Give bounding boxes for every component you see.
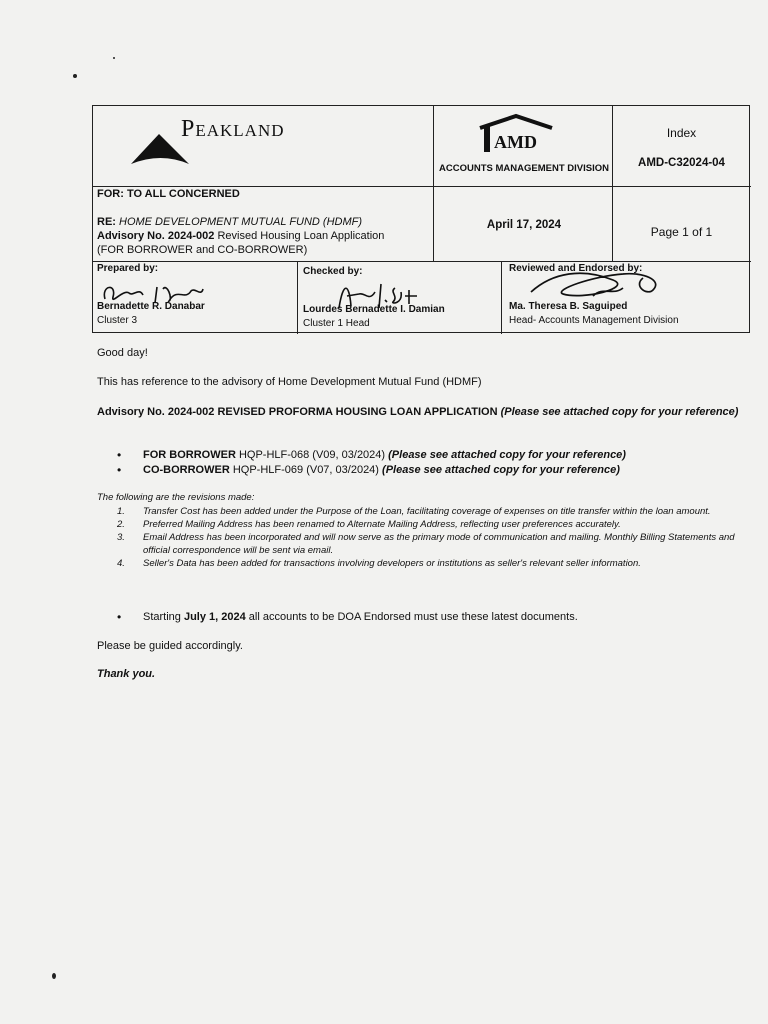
starting-list bbox=[117, 610, 737, 625]
table-rule bbox=[433, 186, 751, 187]
list-item bbox=[117, 610, 737, 625]
advisory-heading-note: (Please see attached copy for your reference) bbox=[497, 406, 739, 418]
revision-number: 1. bbox=[117, 506, 125, 517]
scan-speck bbox=[52, 973, 56, 979]
scan-speck bbox=[73, 74, 77, 78]
amd-house-icon bbox=[476, 112, 556, 156]
thanks-line: Thank you. bbox=[97, 668, 156, 680]
table-rule bbox=[433, 106, 434, 261]
subject-block bbox=[97, 215, 433, 257]
table-rule bbox=[297, 261, 298, 334]
revisions-intro: The following are the revisions made: bbox=[97, 492, 255, 503]
form-label: CO-BORROWER bbox=[143, 464, 230, 476]
starting-pre: Starting bbox=[143, 611, 184, 623]
advisory-number: Advisory No. 2024-002 bbox=[97, 230, 215, 242]
form-label: FOR BORROWER bbox=[143, 449, 236, 461]
reviewed-label: Reviewed and Endorsed by: bbox=[509, 263, 643, 274]
advisory-heading-text: Advisory No. 2024-002 REVISED PROFORMA HOUSING LOAN APPLICATION bbox=[97, 406, 498, 418]
starting-post: all accounts to be DOA Endorsed must use these latest documents. bbox=[245, 611, 578, 623]
svg-text:AMD: AMD bbox=[494, 132, 537, 152]
reviewed-signature bbox=[523, 266, 673, 304]
revision-text: Transfer Cost has been added under the Purpose of the Loan, facilitating coverage of expenses on title transfer within the loan amount. bbox=[143, 506, 711, 517]
starting-date: July 1, 2024 bbox=[183, 611, 246, 623]
page-number: Page 1 of 1 bbox=[650, 225, 713, 239]
list-item bbox=[117, 505, 739, 518]
checked-role: Cluster 1 Head bbox=[303, 318, 370, 329]
prepared-role: Cluster 3 bbox=[97, 315, 138, 326]
list-item bbox=[117, 448, 737, 463]
forms-list bbox=[117, 448, 737, 478]
reviewed-name: Ma. Theresa B. Saguiped bbox=[509, 301, 628, 312]
advisory-for: (FOR BORROWER and CO-BORROWER) bbox=[97, 244, 308, 256]
list-item bbox=[117, 463, 737, 478]
reference-paragraph: This has reference to the advisory of Home Development Mutual Fund (HDMF) bbox=[97, 376, 482, 388]
index-code: AMD-C32024-04 bbox=[638, 157, 725, 169]
table-rule bbox=[93, 186, 433, 187]
list-item bbox=[117, 557, 739, 570]
revision-text: Email Address has been incorporated and will now serve as the primary mode of communication and mailing. Monthly Billing Statements and official correspondence will be sent via email. bbox=[143, 532, 735, 556]
subject-line bbox=[97, 215, 433, 229]
list-item bbox=[117, 518, 739, 531]
advisory-heading bbox=[97, 405, 742, 420]
form-code: HQP-HLF-069 (V07, 03/2024) bbox=[229, 464, 383, 476]
prepared-label: Prepared by: bbox=[97, 263, 159, 274]
revision-text: Seller's Data has been added for transactions involving developers or institutions as seller's relevant seller information. bbox=[143, 558, 641, 569]
greeting: Good day! bbox=[97, 347, 148, 359]
index-label: Index bbox=[666, 126, 697, 140]
table-rule bbox=[93, 261, 751, 262]
table-rule bbox=[501, 261, 502, 334]
checked-name: Lourdes Bernadette I. Damian bbox=[303, 304, 445, 315]
subject-text: HOME DEVELOPMENT MUTUAL FUND (HDMF) bbox=[119, 216, 363, 228]
company-name: Peakland bbox=[181, 116, 285, 142]
form-note: (Please see attached copy for your reference) bbox=[382, 464, 620, 476]
advisory-line bbox=[97, 229, 433, 243]
form-code: HQP-HLF-068 (V09, 03/2024) bbox=[235, 449, 389, 461]
guided-line: Please be guided accordingly. bbox=[97, 640, 243, 652]
revision-number: 4. bbox=[117, 558, 125, 569]
form-note: (Please see attached copy for your reference) bbox=[388, 449, 626, 461]
re-prefix: RE: bbox=[97, 216, 119, 228]
reviewed-role: Head- Accounts Management Division bbox=[509, 315, 679, 326]
revision-number: 3. bbox=[117, 532, 125, 543]
scan-speck bbox=[113, 57, 115, 59]
revision-text: Preferred Mailing Address has been renamed to Alternate Mailing Address, reflecting user preferences accurately. bbox=[143, 519, 621, 530]
header-table bbox=[92, 105, 750, 333]
prepared-name: Bernadette R. Danabar bbox=[97, 301, 205, 312]
checked-label: Checked by: bbox=[303, 266, 363, 277]
list-item bbox=[117, 531, 739, 557]
addressee: FOR: TO ALL CONCERNED bbox=[97, 188, 240, 200]
revisions-list bbox=[117, 505, 739, 570]
advisory-title: Revised Housing Loan Application bbox=[214, 230, 385, 242]
division-title: ACCOUNTS MANAGEMENT DIVISION bbox=[439, 163, 609, 174]
revision-number: 2. bbox=[117, 519, 125, 530]
document-date: April 17, 2024 bbox=[486, 219, 562, 231]
